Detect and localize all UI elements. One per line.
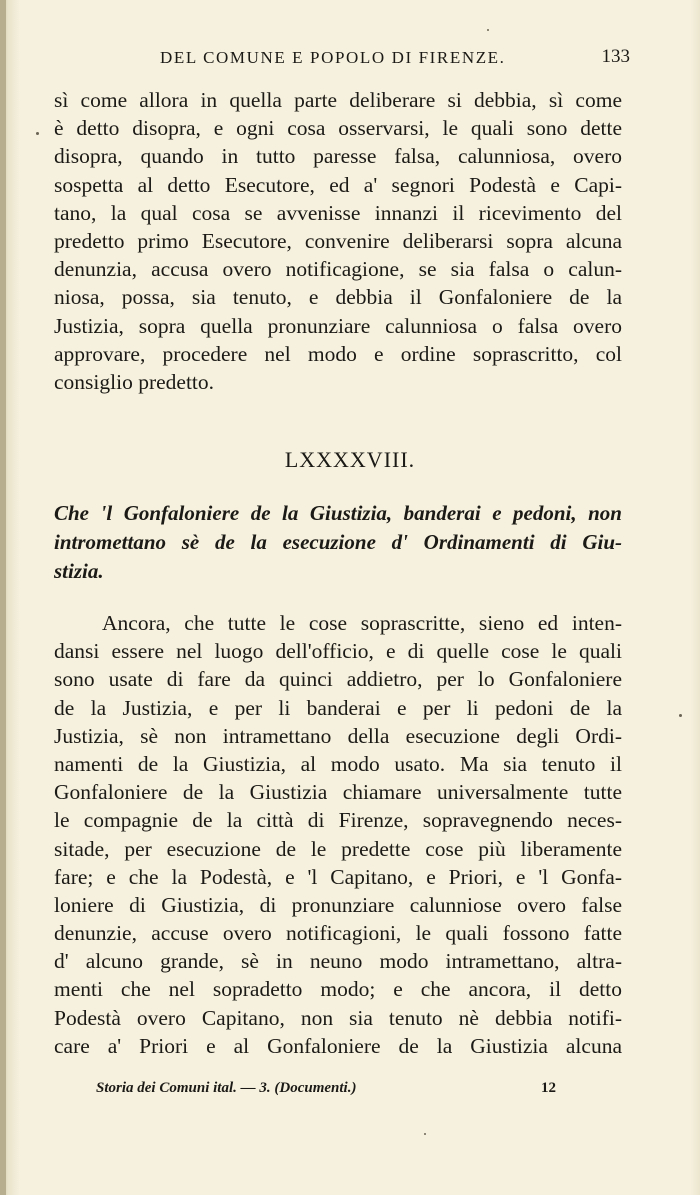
rubric-line: intromettano sè de la esecuzione d' Ordinamenti di Giu-	[54, 530, 622, 554]
text-line: de la Justizia, e per li banderai e per li pedoni de la	[54, 695, 622, 720]
text-line: disopra, quando in tutto paresse falsa, calunniosa, overo	[54, 144, 622, 169]
text-line: care a' Priori e al Gonfaloniere de la Giustizia alcuna	[54, 1033, 622, 1058]
text-line: consiglio predetto.	[54, 369, 215, 394]
text-line: menti che nel sopradetto modo; e che ancora, il detto	[54, 977, 622, 1002]
running-head	[160, 48, 630, 74]
text-line: loniere di Giustizia, di pronunziare calunniose overo false	[54, 892, 622, 917]
running-head-title: DEL COMUNE E POPOLO DI FIRENZE.	[160, 48, 506, 67]
paper-speck	[424, 1133, 426, 1135]
text-line: sì come allora in quella parte deliberare si debbia, sì come	[54, 88, 622, 112]
text-line: niosa, possa, sia tenuto, e debbia il Gonfaloniere de la	[54, 285, 622, 310]
text-line: Gonfaloniere de la Giustizia chiamare universalmente tutte	[54, 780, 622, 805]
text-line: sono usate di fare da quinci addietro, per lo Gonfaloniere	[54, 667, 622, 692]
text-line: denunzia, accusa overo notificagione, se sia falsa o calun-	[54, 257, 622, 282]
text-line: predetto primo Esecutore, convenire deliberarsi sopra alcuna	[54, 228, 622, 253]
chapter-body	[54, 609, 622, 1060]
text-line: le compagnie de la città di Firenze, sopravegnendo neces-	[54, 808, 622, 833]
text-line: Justizia, sopra quella pronunziare calunniosa o falsa overo	[54, 313, 622, 338]
chapter-rubric	[54, 499, 622, 586]
chapter-number: LXXXXVIII.	[284, 447, 416, 472]
text-line: sitade, per esecuzione de le predette cose più liberamente	[54, 836, 622, 861]
rubric-line: stizia.	[54, 559, 104, 583]
page-number: 133	[601, 46, 630, 67]
text-line: namenti de la Giustizia, al modo usato. Ma sia tenuto il	[54, 751, 622, 776]
rubric-line: Che 'l Gonfaloniere de la Giustizia, banderai e pedoni, non	[54, 501, 622, 525]
text-line: fare; e che la Podestà, e 'l Capitano, e Priori, e 'l Gonfa-	[54, 864, 622, 889]
signature-mark: 12	[541, 1080, 556, 1096]
paper-speck	[487, 29, 489, 31]
text-line: Justizia, sè non intramettano della esecuzione degli Ordi-	[54, 723, 622, 748]
footer-series-title: Storia dei Comuni ital. — 3. (Documenti.)	[96, 1080, 357, 1096]
text-line: d' alcuno grande, sè in neuno modo intramettano, altra-	[54, 949, 622, 974]
text-line: denunzie, accuse overo notificagioni, le quali fossono fatte	[54, 921, 622, 946]
paragraph-continued	[54, 86, 622, 396]
text-line: è detto disopra, e ogni cosa osservarsi, le quali sono dette	[54, 116, 622, 141]
text-line: tano, la qual cosa se avvenisse innanzi il ricevimento del	[54, 200, 622, 225]
page-binding-edge	[0, 0, 6, 1195]
paper-speck	[679, 714, 682, 717]
text-line: dansi essere nel luogo dell'officio, e di quelle cose le quali	[54, 639, 622, 664]
text-line: approvare, procedere nel modo e ordine soprascritto, col	[54, 341, 622, 366]
paper-speck	[36, 132, 39, 135]
text-line: sospetta al detto Esecutore, ed a' segnori Podestà e Capi-	[54, 172, 622, 197]
text-line: Ancora, che tutte le cose soprascritte, sieno ed inten-	[102, 611, 622, 635]
text-line: Podestà overo Capitano, non sia tenuto nè debbia notifi-	[54, 1005, 622, 1030]
page-footer	[96, 1080, 556, 1102]
